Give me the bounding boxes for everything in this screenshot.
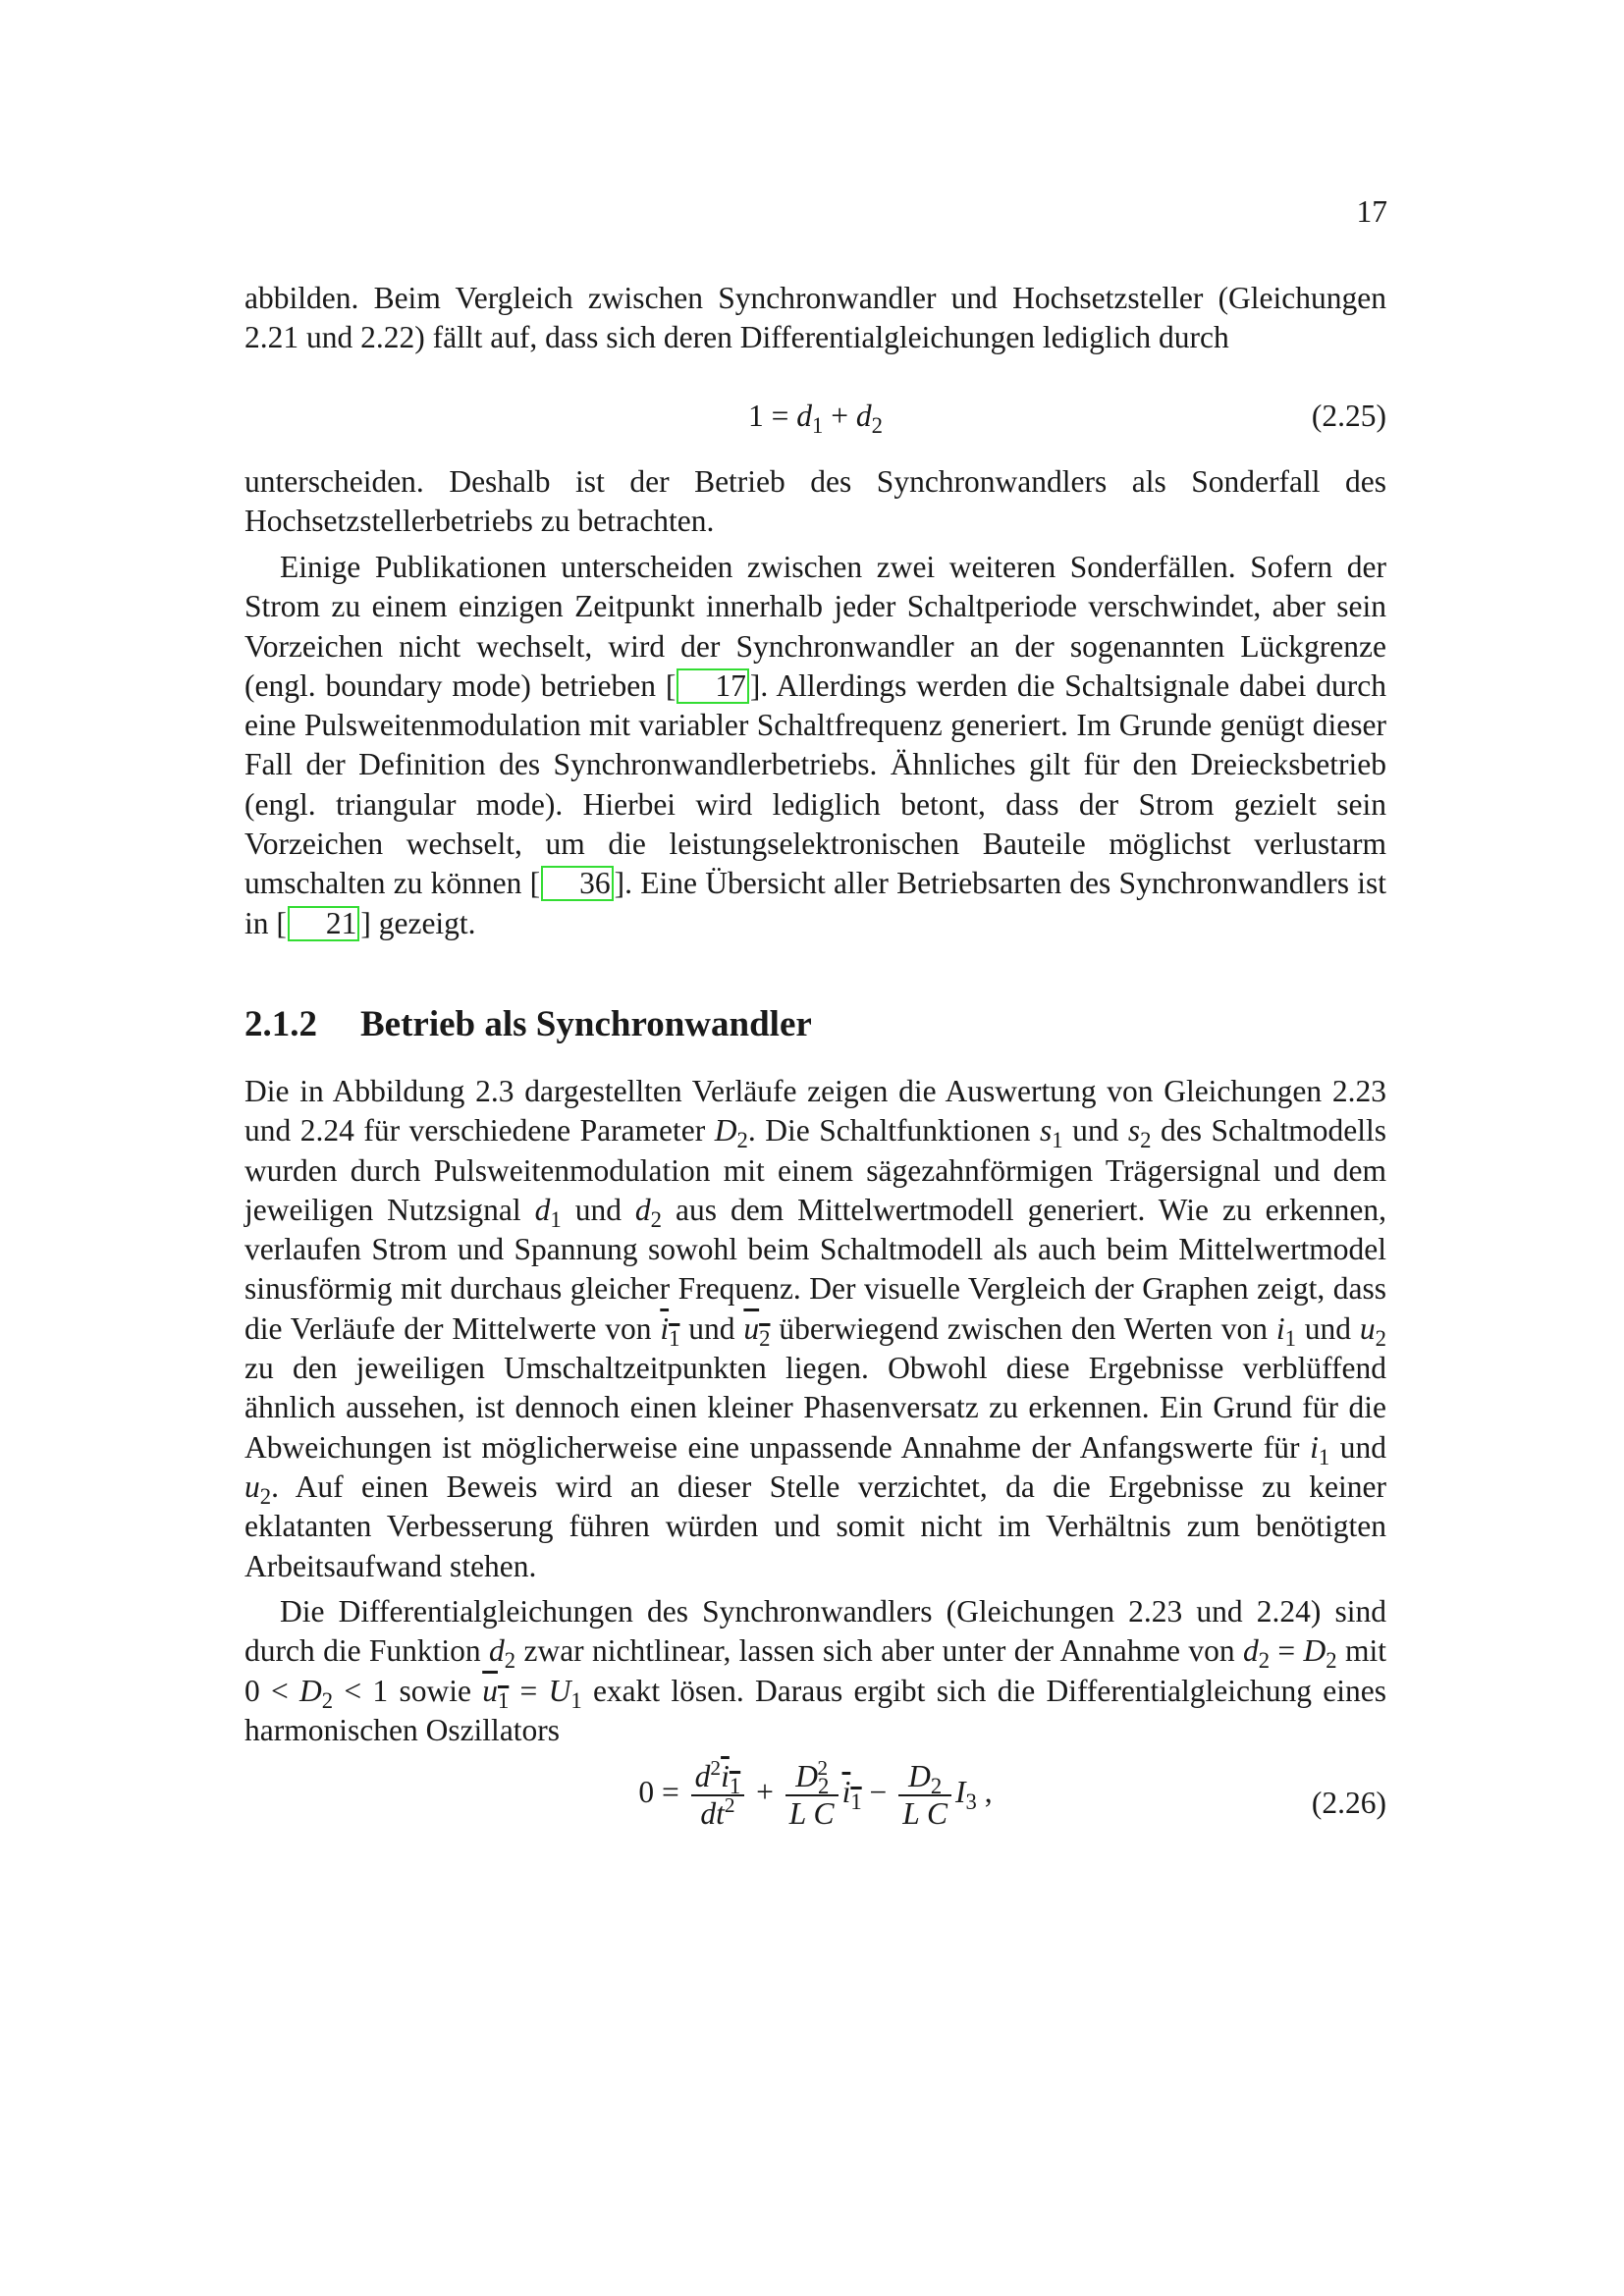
fraction-d-over-lc: $\frac{D_2}{\text{L C}}$ — [898, 1759, 951, 1832]
equation-2-26-body: 0 = $\frac{d^2i_1}{dt^2}$ + $\frac{D_2^2}{\text{L C}}$ $i_1$ − $\frac{D_2}{\text{L C}}$ $I_3$ , — [638, 1756, 993, 1831]
page-number: 17 — [1356, 194, 1387, 229]
paragraph-4-text: Die in Abbildung 2.3 dargestellten Verläufe zeigen die Auswertung von Gleichungen 2.23 und 2.24 für verschiedene Parameter $D_2$. Die Schaltfunktionen $s_1$ und $s_2$ des Schaltmodells wurden durch Pulsweitenmodulation mit einem sägezahnförmigen Trägersignal und dem jeweiligen Nutzsignal $d_1$ und $d_2$ aus dem Mittelwertmodell generiert. Wie zu erkennen, verlaufen Strom und Spannung sowohl beim Schaltmodell als auch beim Mittelwertmodel sinusförmig mit durchaus gleicher Frequenz. Der visuelle Vergleich der Graphen zeigt, dass die Verläufe der Mittelwerte von $i_1$ und $u_2$ überwiegend zwischen den Werten von $i_1$ und $u_2$ zu den jeweiligen Umschaltzeitpunkten liegen. Obwohl diese Ergebnisse verblüffend ähnlich aussehen, ist dennoch einen kleiner Phasenversatz zu erkennen. Ein Grund für die Abweichungen ist möglicherweise eine unpassende Annahme der Anfangswerte für $i_1$ und $u_2$. Auf einen Beweis wird an dieser Stelle verzichtet, da die Ergebnisse zu keiner eklatanten Verbesserung führen würden und somit nicht im Verhältnis zum benötigten Arbeitsaufwand stehen. — [244, 1074, 1387, 1583]
paragraph-5-text: Die Differentialgleichungen des Synchronwandlers (Gleichungen 2.23 und 2.24) sind durch die Funktion $d_2$ zwar nichtlinear, lassen sich aber unter der Annahme von $d_2 = D_2$ mit $0 < D_2 < 1$ sowie $u_1 = U_1$ exakt lösen. Daraus ergibt sich die Differentialgleichung eines harmonischen Oszillators — [244, 1594, 1386, 1747]
section-title: Betrieb als Synchronwandler — [360, 1004, 812, 1044]
fraction-d2-over-lc: $\frac{D_2^2}{\text{L C}}$ — [785, 1759, 839, 1832]
paragraph-3 — [244, 548, 1386, 943]
citation-link[interactable]: 36 — [541, 866, 614, 901]
paragraph-1 — [244, 279, 1386, 358]
paragraph-5 — [244, 1592, 1386, 1750]
paragraph-1-text: abbilden. Beim Vergleich zwischen Synchronwandler und Hochsetzsteller (Gleichungen 2.21 und 2.22) fällt auf, dass sich deren Differentialgleichungen lediglich durch — [244, 281, 1386, 355]
citation-link[interactable]: 17 — [677, 668, 749, 704]
paragraph-2-text: unterscheiden. Deshalb ist der Betrieb des Synchronwandlers als Sonderfall des Hochsetzstellerbetriebs zu betrachten. — [244, 464, 1386, 539]
paragraph-2 — [244, 462, 1386, 542]
equation-number: (2.26) — [1311, 1786, 1386, 1820]
section-heading — [244, 1003, 1386, 1046]
equation-2-26 — [244, 1756, 1386, 1847]
paragraph-3-text: Einige Publikationen unterscheiden zwischen zwei weiteren Sonderfällen. Sofern der Strom zu einem einzigen Zeitpunkt innerhalb jeder Schaltperiode verschwindet, aber sein Vorzeichen nicht wechselt, wird der Synchronwandler an der sogenannten Lückgrenze (engl. boundary mode) betrieben [ 17 ]. Allerdings werden die Schaltsignale dabei durch eine Pulsweitenmodulation mit variabler Schaltfrequenz generiert. Im Grunde genügt dieser Fall der Definition des Synchronwandlerbetriebs. Ähnliches gilt für den Dreiecksbetrieb (engl. triangular mode). Hierbei wird lediglich betont, dass der Strom gezielt sein Vorzeichen wechselt, um die leistungselektronischen Bauteile möglichst verlustarm umschalten zu können [ 36 ]. Eine Übersicht aller Betriebsarten des Synchronwandlers ist in [ 21 ] gezeigt. — [244, 550, 1387, 940]
citation-link[interactable]: 21 — [288, 906, 360, 941]
section-number: 2.1.2 — [244, 1004, 317, 1044]
equation-2-25-body: $1 = d_1 + d_2$ — [748, 399, 883, 438]
equation-2-25 — [244, 397, 1386, 436]
equation-number: (2.25) — [1311, 399, 1386, 433]
paragraph-4 — [244, 1072, 1386, 1586]
fraction-d2i-dt2: $\frac{d^2i_1}{dt^2}$ — [691, 1759, 745, 1832]
